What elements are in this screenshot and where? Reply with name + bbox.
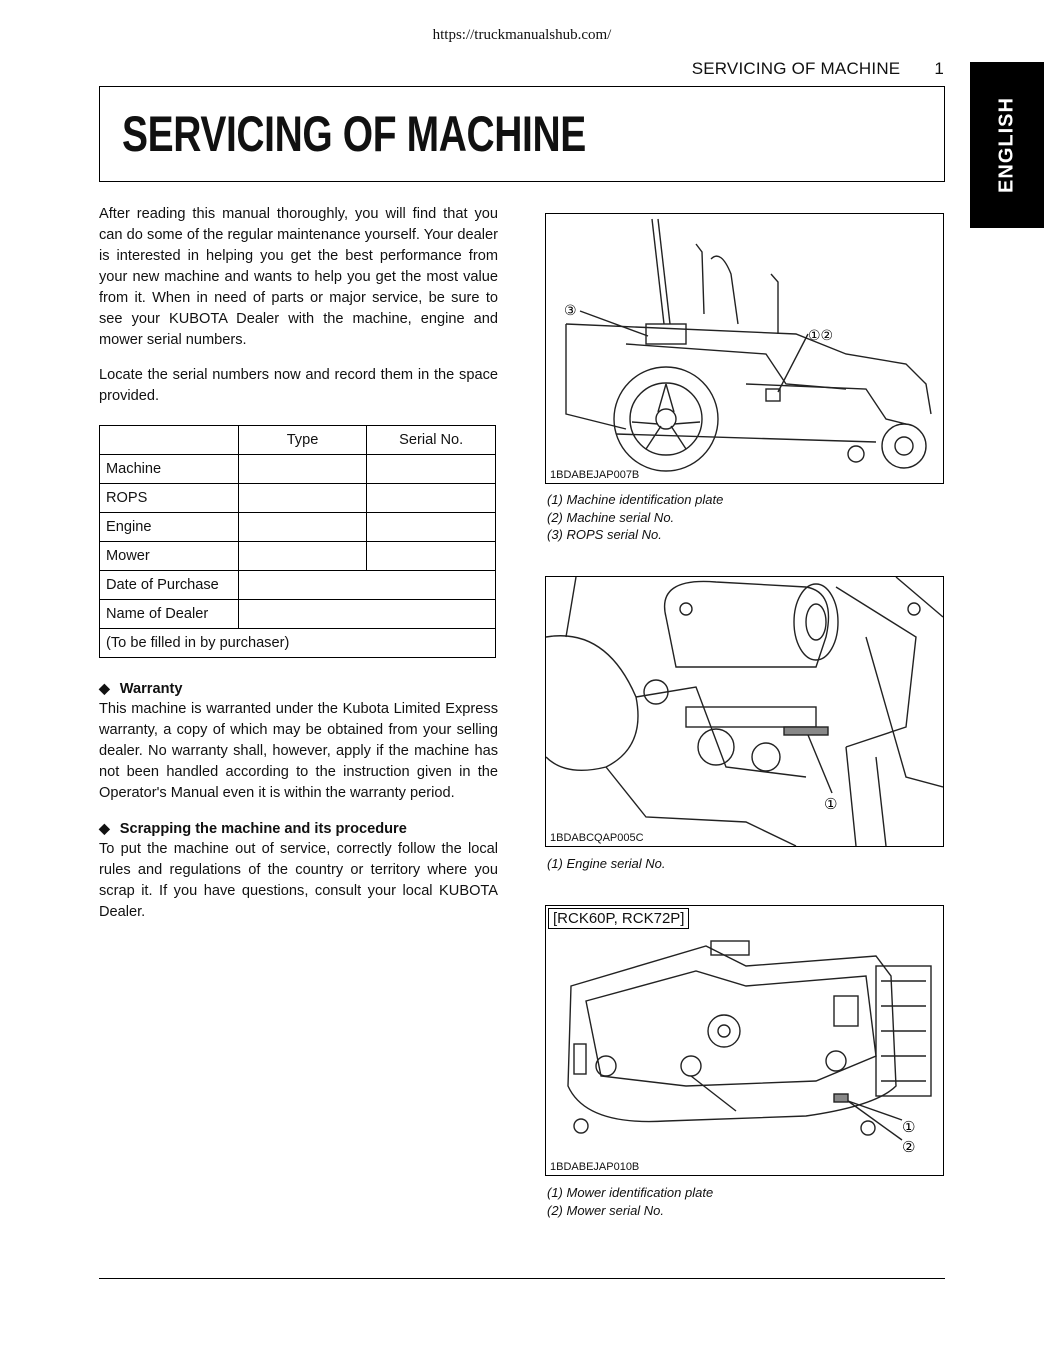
callout-3: ③ [564,303,577,319]
callout-1: ① [902,1118,916,1136]
locate-serial-paragraph: Locate the serial numbers now and record them in the space provided. [99,367,498,404]
table-footer-row [100,629,496,658]
machine-side-illustration [546,214,943,483]
serial-number-table [99,425,496,658]
serial-entry-cell[interactable] [367,484,496,513]
type-entry-cell[interactable] [238,513,367,542]
row-label: Engine [100,513,239,542]
row-label: Machine [100,455,239,484]
column-header-serial: Serial No. [367,426,496,455]
table-footer-note: (To be filled in by purchaser) [100,629,496,658]
row-label: Date of Purchase [100,571,239,600]
intro-paragraph: After reading this manual thoroughly, you will find that you can do some of the regular maintenance yourself. Your dealer is interested in helping you get the best performance from your new machine and wants to help you get the most value from it. When in need of parts or major service, be sure to see your KUBOTA Dealer with the machine, engine and mower serial numbers. [99,206,498,348]
row-label: Mower [100,542,239,571]
scrapping-heading-text: Scrapping the machine and its procedure [119,821,407,837]
warranty-paragraph: This machine is warranted under the Kubota Limited Express warranty, a copy of which may be obtained from your selling dealer. No warranty shall, however, apply if the machine has not been handled according to the instruction given in the Operator's Manual even it is within the warranty period. [99,701,498,801]
figure-mower-deck-view [545,905,944,1176]
left-column [99,204,498,937]
engine-illustration [546,577,943,846]
figure-engine-view [545,576,944,847]
scrapping-heading [99,818,498,839]
callout-1-2: ①② [808,328,834,344]
chapter-title: SERVICING OF MACHINE [122,106,586,162]
page-number: 1 [934,59,944,78]
caption-line: (2) Mower serial No. [547,1202,665,1218]
table-row [100,513,496,542]
mower-deck-illustration [546,906,943,1175]
caption-line: (1) Machine identification plate [547,492,724,507]
table-row [100,484,496,513]
caption-line: (1) Engine serial No. [547,856,666,871]
row-label: Name of Dealer [100,600,239,629]
serial-entry-cell[interactable] [367,513,496,542]
callout-2: ② [902,1138,916,1156]
type-entry-cell[interactable] [238,484,367,513]
figure-3-captions [547,1184,713,1219]
figure-code: 1BDABCQAP005C [550,832,644,844]
table-cell [100,426,239,455]
type-entry-cell[interactable] [238,455,367,484]
scrapping-paragraph: To put the machine out of service, correctly follow the local rules and regulations of the country or territory where you scrap it. If you have questions, consult your local KUBOTA Dealer. [99,841,498,920]
table-row [100,455,496,484]
caption-line: (1) Mower identification plate [547,1185,714,1200]
table-row [100,571,496,600]
callout-1: ① [824,795,838,813]
figure-2-captions [547,855,666,873]
table-row [100,600,496,629]
table-header-row [100,426,496,455]
figure-code: 1BDABEJAP010B [550,1161,640,1173]
language-tab-label: ENGLISH [995,97,1018,193]
serial-entry-cell[interactable] [367,542,496,571]
footer-rule [99,1278,945,1279]
warranty-heading-text: Warranty [119,681,183,697]
caption-line: (3) ROPS serial No. [547,527,662,542]
diamond-bullet-icon: ◆ [99,820,110,836]
table-row [100,542,496,571]
serial-entry-cell[interactable] [367,455,496,484]
dealer-name-entry-cell[interactable] [238,600,495,629]
column-header-type: Type [238,426,367,455]
figure-1-captions [547,491,723,544]
caption-line: (2) Machine serial No. [547,509,675,525]
figure-code: 1BDABEJAP007B [550,469,640,481]
chapter-title-box [99,86,945,182]
type-entry-cell[interactable] [238,542,367,571]
figure-machine-side-view [545,213,944,484]
running-header [692,59,944,79]
purchase-date-entry-cell[interactable] [238,571,495,600]
model-label: [RCK60P, RCK72P] [548,908,689,929]
warranty-heading [99,678,498,699]
source-url[interactable]: https://truckmanualshub.com/ [432,27,612,43]
running-title: SERVICING OF MACHINE [691,59,901,78]
diamond-bullet-icon: ◆ [99,680,110,696]
row-label: ROPS [100,484,239,513]
language-tab [970,62,1044,228]
